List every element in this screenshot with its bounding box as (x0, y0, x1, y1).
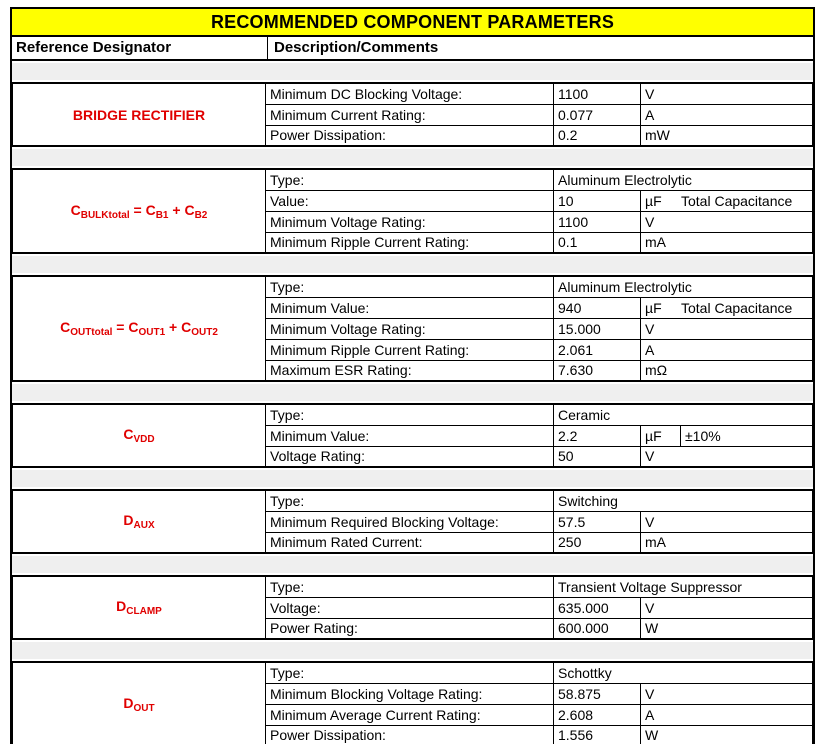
param-unit: mA (641, 532, 813, 553)
component-section-c-out-total (12, 275, 813, 382)
param-label: Value: (266, 190, 554, 211)
designator-cell-d-aux (13, 490, 266, 553)
param-comment: Total Capacitance (681, 299, 793, 316)
param-row (13, 169, 813, 190)
param-unit: V (641, 446, 813, 467)
param-label: Power Rating: (266, 618, 554, 639)
designator-subscript: B1 (155, 209, 169, 221)
param-label: Minimum Rated Current: (266, 532, 554, 553)
component-section-d-out (12, 661, 813, 744)
param-label: Power Dissipation: (266, 125, 554, 146)
separator-row (12, 556, 813, 573)
param-value: 1100 (554, 83, 641, 104)
param-value: 50 (554, 446, 641, 467)
designator-cell-c-bulk-total (13, 169, 266, 253)
component-section-d-aux (12, 489, 813, 554)
designator-cell-d-out (13, 662, 266, 744)
sections-container (12, 63, 813, 744)
type-value: Switching (554, 490, 813, 511)
param-value: 0.2 (554, 125, 641, 146)
type-value: Transient Voltage Suppressor (554, 576, 813, 597)
designator-subscript: OUT2 (191, 327, 218, 338)
separator-row (12, 642, 813, 659)
param-unit: V (641, 211, 813, 232)
designator-text: D (116, 598, 127, 614)
component-section-c-vdd (12, 403, 813, 468)
parameters-table (10, 7, 815, 744)
param-value: 58.875 (554, 683, 641, 704)
designator-cell-c-vdd (13, 404, 266, 467)
param-value: 2.2 (554, 425, 641, 446)
param-label: Minimum Ripple Current Rating: (266, 232, 554, 253)
param-label: Minimum Voltage Rating: (266, 211, 554, 232)
param-label: Power Dissipation: (266, 725, 554, 744)
designator-text: + C (168, 201, 195, 218)
designator-text: BRIDGE RECTIFIER (72, 106, 206, 123)
designator-subscript: B2 (194, 209, 208, 221)
param-row (13, 576, 813, 597)
param-unit: µF (645, 192, 662, 209)
component-section-bridge-rectifier (12, 82, 813, 147)
param-value: 2.608 (554, 704, 641, 725)
param-value: 635.000 (554, 597, 641, 618)
param-label: Minimum DC Blocking Voltage: (266, 83, 554, 104)
param-label: Minimum Blocking Voltage Rating: (266, 683, 554, 704)
column-header-reference-designator: Reference Designator (16, 39, 172, 56)
param-comment: ±10% (681, 425, 813, 446)
param-unit: W (641, 725, 813, 744)
type-value: Aluminum Electrolytic (554, 169, 813, 190)
param-unit: V (641, 318, 813, 339)
designator-subscript: OUTtotal (70, 327, 113, 338)
param-label: Minimum Current Rating: (266, 104, 554, 125)
designator-text: + C (165, 319, 192, 335)
param-label: Voltage Rating: (266, 446, 554, 467)
param-value: 940 (554, 297, 641, 318)
separator-row (12, 384, 813, 401)
param-label: Voltage: (266, 597, 554, 618)
param-value: 250 (554, 532, 641, 553)
param-label: Minimum Value: (266, 425, 554, 446)
designator-subscript: VDD (133, 434, 155, 445)
designator-cell-c-out-total (13, 276, 266, 381)
type-value: Ceramic (554, 404, 813, 425)
designator-subscript: CLAMP (126, 606, 162, 617)
param-unit: V (641, 597, 813, 618)
designator-subscript: OUT1 (138, 327, 166, 338)
param-label: Maximum ESR Rating: (266, 360, 554, 381)
param-unit: mW (641, 125, 813, 146)
param-unit-and-comment (641, 190, 813, 211)
param-unit: A (641, 339, 813, 360)
param-value: 15.000 (554, 318, 641, 339)
column-header-row (12, 37, 813, 61)
param-unit: A (641, 704, 813, 725)
param-label: Type: (266, 490, 554, 511)
param-unit: µF (645, 299, 662, 316)
param-label: Type: (266, 169, 554, 190)
param-value: 2.061 (554, 339, 641, 360)
param-row (13, 276, 813, 297)
table-title: RECOMMENDED COMPONENT PARAMETERS (12, 7, 813, 37)
param-value: 600.000 (554, 618, 641, 639)
param-label: Minimum Value: (266, 297, 554, 318)
designator-text: D (123, 694, 134, 711)
param-value: 1.556 (554, 725, 641, 744)
param-unit: W (641, 618, 813, 639)
param-unit: V (641, 511, 813, 532)
designator-text: D (123, 512, 134, 528)
designator-text: = C (129, 201, 156, 218)
designator-subscript: AUX (133, 520, 155, 531)
designator-text: C (123, 426, 134, 442)
column-header-description: Description/Comments (267, 37, 813, 59)
param-unit: V (641, 83, 813, 104)
param-label: Minimum Average Current Rating: (266, 704, 554, 725)
param-label: Minimum Ripple Current Rating: (266, 339, 554, 360)
component-section-c-bulk-total (12, 168, 813, 254)
param-comment: Total Capacitance (681, 192, 793, 209)
separator-row (12, 63, 813, 80)
component-section-d-clamp (12, 575, 813, 640)
param-label: Minimum Required Blocking Voltage: (266, 511, 554, 532)
designator-text: = C (112, 319, 139, 335)
param-value: 57.5 (554, 511, 641, 532)
param-unit: mΩ (641, 360, 813, 381)
designator-text: C (70, 201, 81, 218)
param-row (13, 662, 813, 683)
type-value: Aluminum Electrolytic (554, 276, 813, 297)
param-unit: µF (641, 425, 681, 446)
param-unit: A (641, 104, 813, 125)
separator-row (12, 149, 813, 166)
param-label: Type: (266, 576, 554, 597)
separator-row (12, 470, 813, 487)
param-unit: V (641, 683, 813, 704)
param-unit: mA (641, 232, 813, 253)
param-value: 7.630 (554, 360, 641, 381)
designator-cell-d-clamp (13, 576, 266, 639)
param-label: Type: (266, 662, 554, 683)
designator-text: C (60, 319, 71, 335)
param-label: Type: (266, 276, 554, 297)
param-label: Minimum Voltage Rating: (266, 318, 554, 339)
designator-cell-bridge-rectifier (13, 83, 266, 146)
param-unit-and-comment (641, 297, 813, 318)
param-row (13, 404, 813, 425)
param-row (13, 490, 813, 511)
type-value: Schottky (554, 662, 813, 683)
param-value: 10 (554, 190, 641, 211)
param-value: 1100 (554, 211, 641, 232)
param-row (13, 83, 813, 104)
designator-subscript: BULKtotal (80, 209, 130, 221)
param-label: Type: (266, 404, 554, 425)
param-value: 0.1 (554, 232, 641, 253)
param-value: 0.077 (554, 104, 641, 125)
designator-subscript: OUT (133, 702, 155, 714)
separator-row (12, 256, 813, 273)
